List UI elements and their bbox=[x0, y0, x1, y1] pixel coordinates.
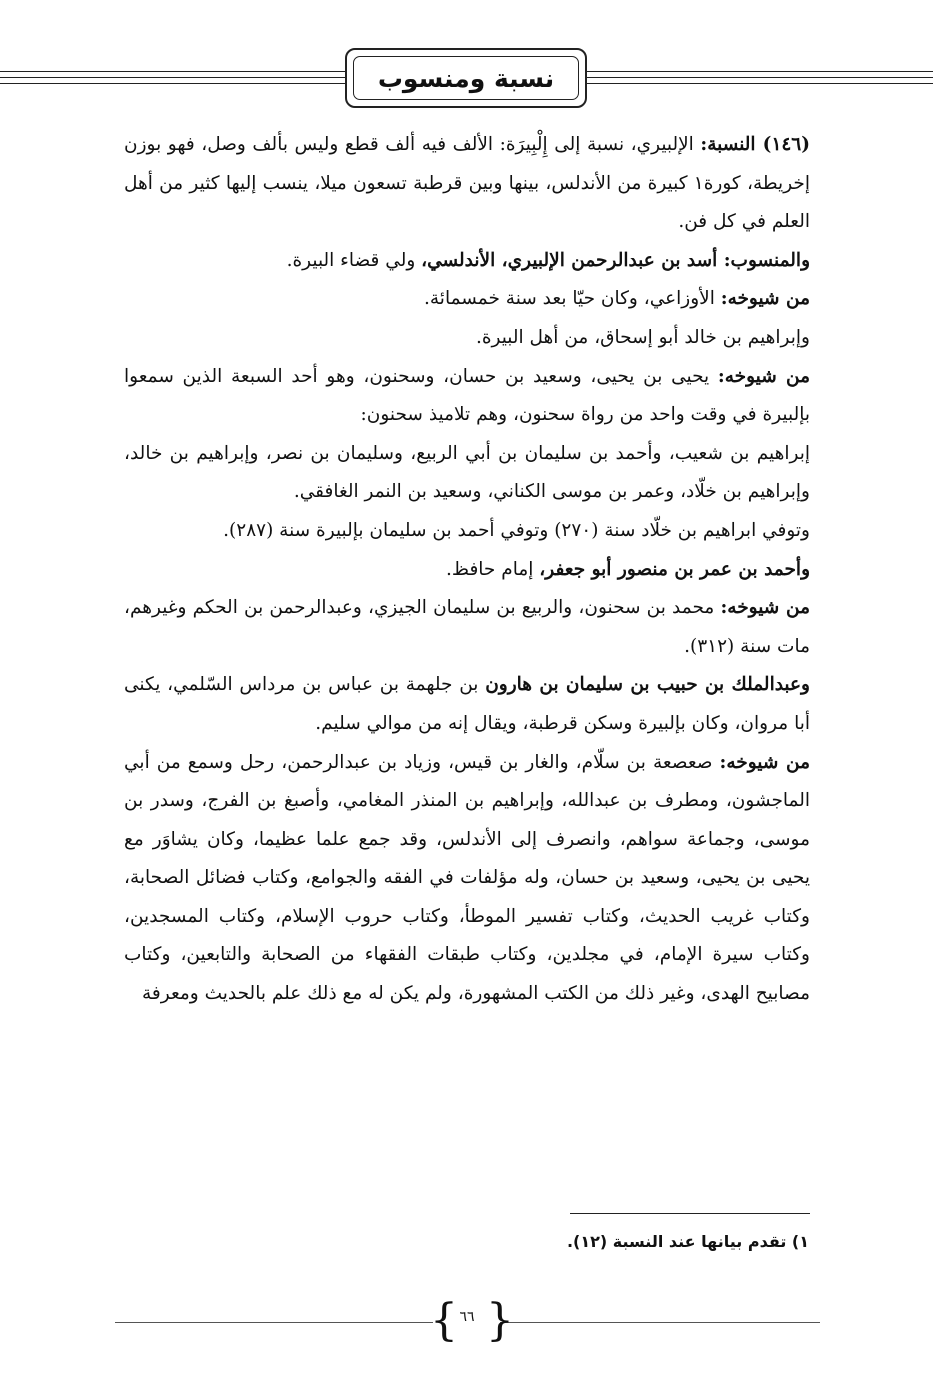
footer-rule-left bbox=[115, 1322, 433, 1323]
paragraph-lead: من شيوخه: bbox=[720, 597, 810, 619]
running-header-title: نسبة ومنسوب bbox=[353, 56, 579, 100]
paragraph-10 bbox=[124, 666, 810, 743]
paragraph-4 bbox=[124, 319, 810, 358]
paragraph-2 bbox=[124, 242, 810, 281]
paragraph-9 bbox=[124, 589, 810, 666]
page-number: ٦٦ bbox=[459, 1309, 475, 1325]
header-rule-right-3 bbox=[587, 83, 933, 84]
paragraph-text: ولي قضاء البيرة. bbox=[286, 249, 422, 271]
paragraph-text: الأوزاعي، وكان حيّا بعد سنة خمسمائة. bbox=[424, 288, 721, 310]
paragraph-5 bbox=[124, 358, 810, 435]
header-rule-left-3 bbox=[0, 83, 345, 84]
page-number-right-brace-icon: } bbox=[486, 1295, 514, 1346]
paragraph-1 bbox=[124, 126, 810, 242]
header-rule-right-2 bbox=[587, 77, 933, 78]
paragraph-lead: من شيوخه: bbox=[717, 365, 811, 387]
paragraph-8 bbox=[124, 551, 810, 590]
header-rule-left-2 bbox=[0, 77, 345, 78]
paragraph-11 bbox=[124, 744, 810, 1014]
paragraph-text: الإلبيري، نسبة إلى إِلْبِيرَة: الألف فيه ألف قطع وليس بألف وصل، فهو بوزن إخريطة، كورة١ كبيرة من الأندلس، بينها وبين قرطبة تسعون ميلا، ينسب إليها كثير من أهل العلم في كل فن. bbox=[124, 134, 810, 233]
footer-rule-right bbox=[500, 1322, 820, 1323]
paragraph-lead: وعبدالملك بن حبيب بن سليمان بن هارون bbox=[485, 674, 810, 696]
header-rule-left-1 bbox=[0, 71, 345, 72]
footnote-separator bbox=[570, 1213, 810, 1214]
paragraph-7 bbox=[124, 512, 810, 551]
page-number-left-brace-icon: { bbox=[430, 1295, 458, 1346]
paragraph-text: إمام حافظ. bbox=[446, 558, 540, 580]
paragraph-text: محمد بن سحنون، والربيع بن سليمان الجيزي، وعبدالرحمن بن الحكم وغيرهم، مات سنة (٣١٢). bbox=[124, 597, 810, 657]
running-header bbox=[345, 48, 587, 108]
page-body bbox=[124, 126, 810, 1014]
paragraph-lead: من شيوخه: bbox=[720, 288, 810, 310]
paragraph-text: صعصعة بن سلّام، والغار بن قيس، وزياد بن عبدالرحمن، رحل وسمع من أبي الماجشون، ومطرف بن عبدالله، وإبراهيم بن المنذر المغامي، وأصبغ بن الفرج، وسدر بن موسى، وجماعة سواهم، وانصرف إلى الأندلس، وقد جمع علما عظيما، وكان يشاوَر مع يحيى بن يحيى، وسعيد بن حسان، وله مؤلفات في الفقه والجوامع، وكتاب فضائل الصحابة، وكتاب غريب الحديث، وكتاب تفسير الموطأ، وكتاب حروب الإسلام، وكتاب المسجدين، وكتاب سيرة الإمام، في مجلدين، وكتاب طبقات الفقهاء من الصحابة والتابعين، وكتاب مصابيح الهدى، وغير ذلك من الكتب المشهورة، ولم يكن له مع ذلك علم بالحديث ومعرفة bbox=[124, 751, 810, 1005]
paragraph-text: إبراهيم بن شعيب، وأحمد بن سليمان بن أبي الربيع، وسليمان بن نصر، وإبراهيم بن خالد، وإبراهيم بن خلّاد، وعمر بن موسى الكناني، وسعيد بن النمر الغافقي. bbox=[124, 442, 810, 503]
paragraph-lead: والمنسوب: أسد بن عبدالرحمن الإلبيري، الأندلسي، bbox=[421, 249, 810, 271]
paragraph-6 bbox=[124, 435, 810, 512]
paragraph-lead: من شيوخه: bbox=[719, 751, 810, 773]
footnote: ١) تقدم بيانها عند النسبة (١٢). bbox=[566, 1232, 809, 1251]
paragraph-text: يحيى بن يحيى، وسعيد بن حسان، وسحنون، وهو أحد السبعة الذين سمعوا بإلبيرة في وقت واحد من رواة سحنون، وهم تلاميذ سحنون: bbox=[124, 365, 810, 426]
paragraph-text: وإبراهيم بن خالد أبو إسحاق، من أهل البيرة. bbox=[475, 326, 810, 348]
header-rule-right-1 bbox=[587, 71, 933, 72]
paragraph-text: بن جلهمة بن عباس بن مرداس السّلمي، يكنى أبا مروان، وكان بإلبيرة وسكن قرطبة، ويقال إنه من موالي سليم. bbox=[124, 674, 810, 734]
paragraph-3 bbox=[124, 280, 810, 319]
paragraph-text: وتوفي ابراهيم بن خلّاد سنة (٢٧٠) وتوفي أحمد بن سليمان بإلبيرة سنة (٢٨٧). bbox=[223, 519, 810, 541]
paragraph-lead: وأحمد بن عمر بن منصور أبو جعفر، bbox=[539, 558, 810, 580]
paragraph-lead: (١٤٦) النسبة: bbox=[700, 134, 811, 155]
